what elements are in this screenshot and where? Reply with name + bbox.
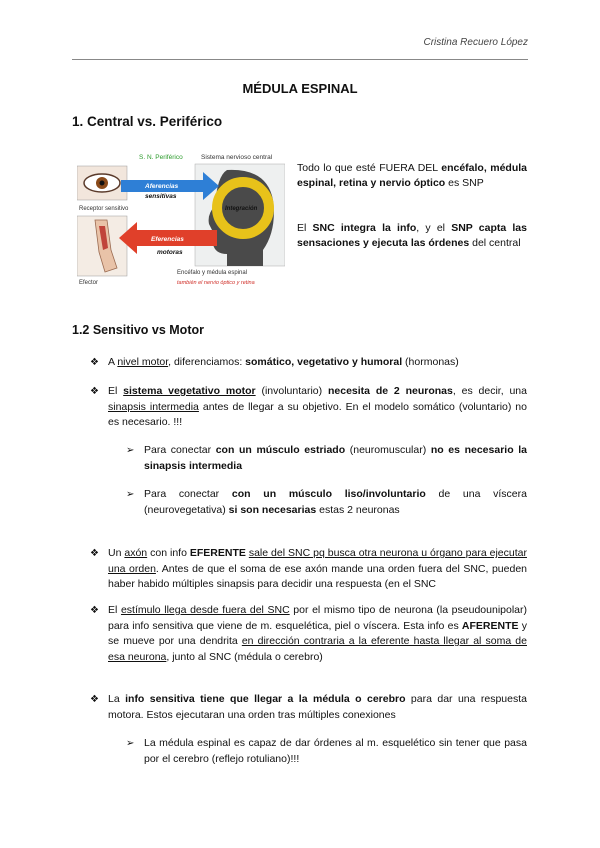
encefalo-label: Encéfalo y médula espinal	[177, 270, 248, 276]
central-definition-paragraph: Todo lo que esté FUERA DEL encéfalo, médula espinal, retina y nervio óptico es SNP	[297, 162, 527, 189]
list-item: ❖ El sistema vegetativo motor (involuntario) necesita de 2 neuronas, es decir, una sinapsis intermedia antes de llegar a su objetivo. En el modelo somático (voluntario) no es necesario. !!!	[90, 385, 527, 428]
sub-list-item: ➢ Para conectar con un músculo liso/involuntario de una víscera (neurovegetativa) si son necesarias estas 2 neuronas	[126, 488, 527, 516]
integration-paragraph: El SNC integra la info, y el SNP capta las sensaciones y ejecuta las órdenes del central	[297, 222, 527, 249]
bullet-icon: ❖	[90, 386, 99, 397]
eferencias-label: Eferencias	[151, 236, 184, 243]
section-heading-sensitivo-motor: 1.2 Sensitivo vs Motor	[72, 323, 204, 337]
list-item: ❖ El estímulo llega desde fuera del SNC por el mismo tipo de neurona (la pseudounipolar) para info sensitiva que viene de m. esquelética, piel o víscera. Esta info es AFERENTE y se mueve por una dendrita en dirección contraria a la eferente hasta llegar al soma de esa neurona, junto al SNC (médula o cerebro)	[90, 604, 527, 663]
integracion-label: Integración	[225, 206, 258, 212]
arrow-bullet-icon: ➢	[126, 738, 135, 749]
tambien-label: también el nervio óptico y retina	[177, 280, 255, 286]
arrow-bullet-icon: ➢	[126, 445, 135, 456]
snp-label: S. N. Periférico	[139, 154, 183, 161]
receptor-label: Receptor sensitivo	[79, 206, 129, 212]
sub-list-item: ➢ Para conectar con un músculo estriado (neuromuscular) no es necesario la sinapsis intermedia	[126, 444, 528, 472]
nervous-system-diagram	[77, 150, 285, 286]
bullet-icon: ❖	[90, 357, 99, 368]
header-divider	[72, 59, 528, 60]
author-name: Cristina Recuero López	[423, 37, 528, 48]
list-item: ❖ A nivel motor, diferenciamos: somático, vegetativo y humoral (hormonas)	[90, 355, 527, 371]
bullet-icon: ❖	[90, 694, 99, 705]
pupil-icon	[100, 181, 105, 186]
sub-list-item: ➢ La médula espinal es capaz de dar órdenes al m. esquelético sin tener que pasa por el cerebro (reflejo rotuliano)!!!	[126, 737, 527, 765]
bullet-icon: ❖	[90, 548, 99, 559]
list-item: ❖ La info sensitiva tiene que llegar a la médula o cerebro para dar una respuesta motora. Estos ejecutaran una orden tras múltiples conexiones	[90, 693, 527, 721]
aferencias-label: Aferencias	[145, 183, 179, 190]
page-title: MÉDULA ESPINAL	[242, 81, 358, 96]
snc-label: Sistema nervioso central	[201, 154, 273, 161]
section-heading-central-periferico: 1. Central vs. Periférico	[72, 114, 223, 129]
bullet-icon: ❖	[90, 605, 99, 616]
arrow-bullet-icon: ➢	[126, 489, 135, 500]
aferencias-sensitivas-label: sensitivas	[145, 193, 177, 200]
efector-label: Efector	[79, 280, 99, 286]
list-item: ❖ Un axón con info EFERENTE sale del SNC pq busca otra neurona u órgano para ejecutar una orden. Antes de que el soma de ese axón mande una orden fuera del SNC, pueden haber habido múltiples sinapsis para decidir una respuesta (en el SNC	[90, 547, 527, 590]
eferencias-motoras-label: motoras	[157, 249, 183, 256]
